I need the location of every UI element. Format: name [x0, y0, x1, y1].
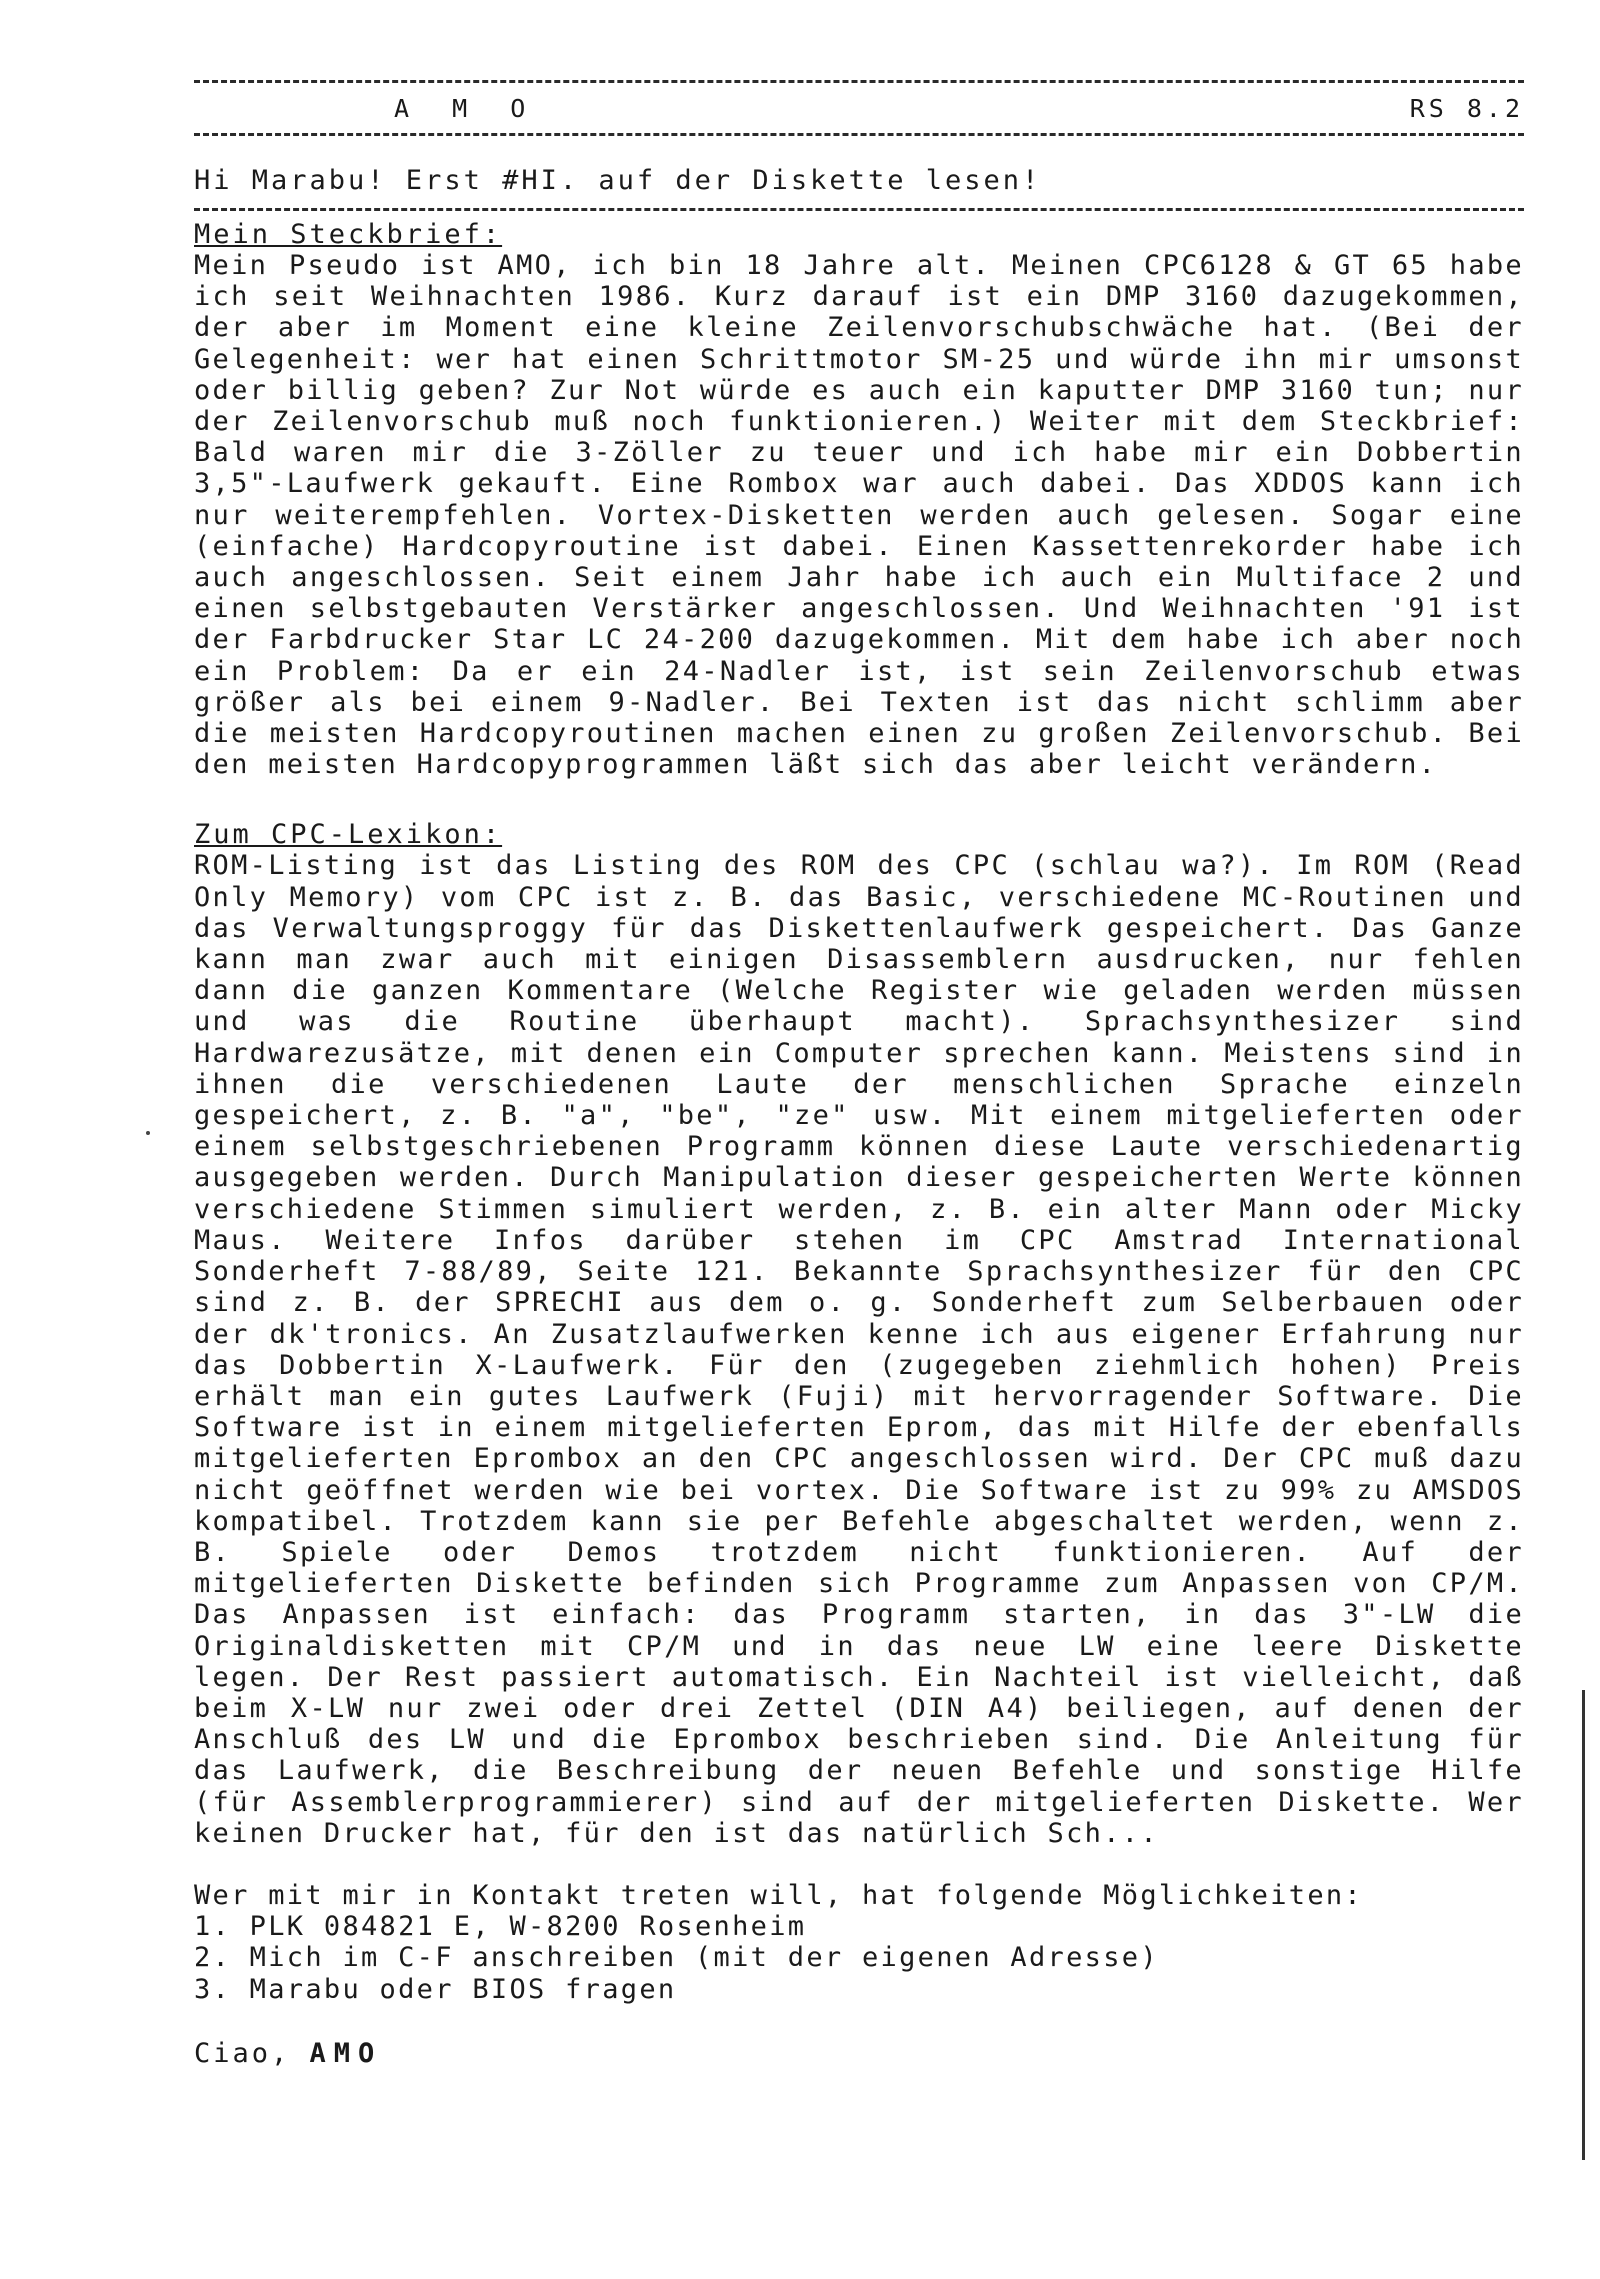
margin-line	[1582, 1690, 1585, 2160]
contact-item: 2. Mich im C-F anschreiben (mit der eigenen Adresse)	[194, 1942, 1159, 1974]
page-header	[194, 83, 1524, 133]
document-page	[194, 80, 1524, 2069]
header-rule-bottom	[194, 133, 1524, 136]
steckbrief-heading: Mein Steckbrief:	[194, 219, 503, 250]
steckbrief-paragraph: Mein Pseudo ist AMO, ich bin 18 Jahre alt. Meinen CPC6128 & GT 65 habe ich seit Weihnachten 1986. Kurz darauf ist ein DMP 3160 dazugekommen, der aber im Moment eine kleine Zeilenvorschubschwäche hat. (Bei der Gelegenheit: wer hat einen Schrittmotor SM-25 und würde ihn mir umsonst oder billig geben? Zur Not würde es auch ein kaputter DMP 3160 tun; nur der Zeilenvorschub muß noch funktionieren.) Weiter mit dem Steckbrief: Bald waren mir die 3-Zöller zu teuer und ich habe mir ein Dobbertin 3,5"-Laufwerk gekauft. Eine Rombox war auch dabei. Das XDDOS kann ich nur weiterempfehlen. Vortex-Disketten werden auch gelesen. Sogar eine (einfache) Hardcopyroutine ist dabei. Einen Kassettenrekorder habe ich auch angeschlossen. Seit einem Jahr habe ich auch ein Multiface 2 und einen selbstgebauten Verstärker angeschlossen. Und Weihnachten '91 ist der Farbdrucker Star LC 24-200 dazugekommen. Mit dem habe ich aber noch ein Problem: Da er ein 24-Nadler ist, ist sein Zeilenvorschub etwas größer als bei einem 9-Nadler. Bei Texten ist das nicht schlimm aber die meisten Hardcopyroutinen machen einen zu großen Zeilenvorschub. Bei den meisten Hardcopyprogrammen läßt sich das aber leicht verändern.	[194, 250, 1524, 781]
lexikon-paragraph: ROM-Listing ist das Listing des ROM des CPC (schlau wa?). Im ROM (Read Only Memory) vom CPC ist z. B. das Basic, verschiedene MC-Routinen und das Verwaltungsproggy für das Diskettenlaufwerk gespeichert. Das Ganze kann man zwar auch mit einigen Disassemblern ausdrucken, nur fehlen dann die ganzen Kommentare (Welche Register wie geladen werden müssen und was die Routine überhaupt macht). Sprachsynthesizer sind Hardwarezusätze, mit denen ein Computer sprechen kann. Meistens sind in ihnen die verschiedenen Laute der menschlichen Sprache einzeln gespeichert, z. B. "a", "be", "ze" usw. Mit einem mitgelieferten oder einem selbstgeschriebenen Programm können diese Laute verschiedenartig ausgegeben werden. Durch Manipulation dieser gespeicherten Werte können verschiedene Stimmen simuliert werden, z. B. ein alter Mann oder Micky Maus. Weitere Infos darüber stehen im CPC Amstrad International Sonderheft 7-88/89, Seite 121. Bekannte Sprachsynthesizer für den CPC sind z. B. der SPRECHI aus dem o. g. Sonderheft zum Selberbauen oder der dk'tronics. An Zusatzlaufwerken kenne ich aus eigener Erfahrung nur das Dobbertin X-Laufwerk. Für den (zugegeben ziehmlich hohen) Preis erhält man ein gutes Laufwerk (Fuji) mit hervorragender Software. Die Software ist in einem mitgelieferten Eprom, das mit Hilfe der ebenfalls mitgelieferten Eprombox an den CPC angeschlossen wird. Der CPC muß dazu nicht geöffnet werden wie bei vortex. Die Software ist zu 99% zu AMSDOS kompatibel. Trotzdem kann sie per Befehle abgeschaltet werden, wenn z. B. Spiele oder Demos trotzdem nicht funktionieren. Auf der mitgelieferten Diskette befinden sich Programme zum Anpassen von CP/M. Das Anpassen ist einfach: das Programm starten, in das 3"-LW die Originaldisketten mit CP/M und in das neue LW eine leere Diskette legen. Der Rest passiert automatisch. Ein Nachteil ist vielleicht, daß beim X-LW nur zwei oder drei Zettel (DIN A4) beiliegen, auf denen der Anschluß des LW und die Eprombox beschrieben sind. Die Anleitung für das Laufwerk, die Beschreibung der neuen Befehle und sonstige Hilfe (für Assemblerprogrammierer) sind auf der mitgelieferten Diskette. Wer keinen Drucker hat, für den ist das natürlich Sch...	[194, 850, 1524, 1849]
header-title: A M O	[394, 93, 540, 123]
lexikon-heading: Zum CPC-Lexikon:	[194, 819, 503, 851]
signature-greeting: Ciao,	[194, 2037, 291, 2069]
signature-logo: AMO	[309, 2037, 383, 2069]
contact-intro: Wer mit mir in Kontakt treten will, hat folgende Möglichkeiten:	[194, 1879, 1363, 1911]
contact-item: 3. Marabu oder BIOS fragen	[194, 1973, 677, 2005]
greeting-rule	[194, 208, 1524, 211]
greeting-line: Hi Marabu! Erst #HI. auf der Diskette lesen!	[194, 165, 1042, 196]
signature	[194, 2038, 1524, 2069]
header-ref: RS 8.2	[1409, 93, 1524, 123]
contact-item: 1. PLK 084821 E, W-8200 Rosenheim	[194, 1911, 807, 1943]
scan-speck	[146, 1131, 150, 1135]
